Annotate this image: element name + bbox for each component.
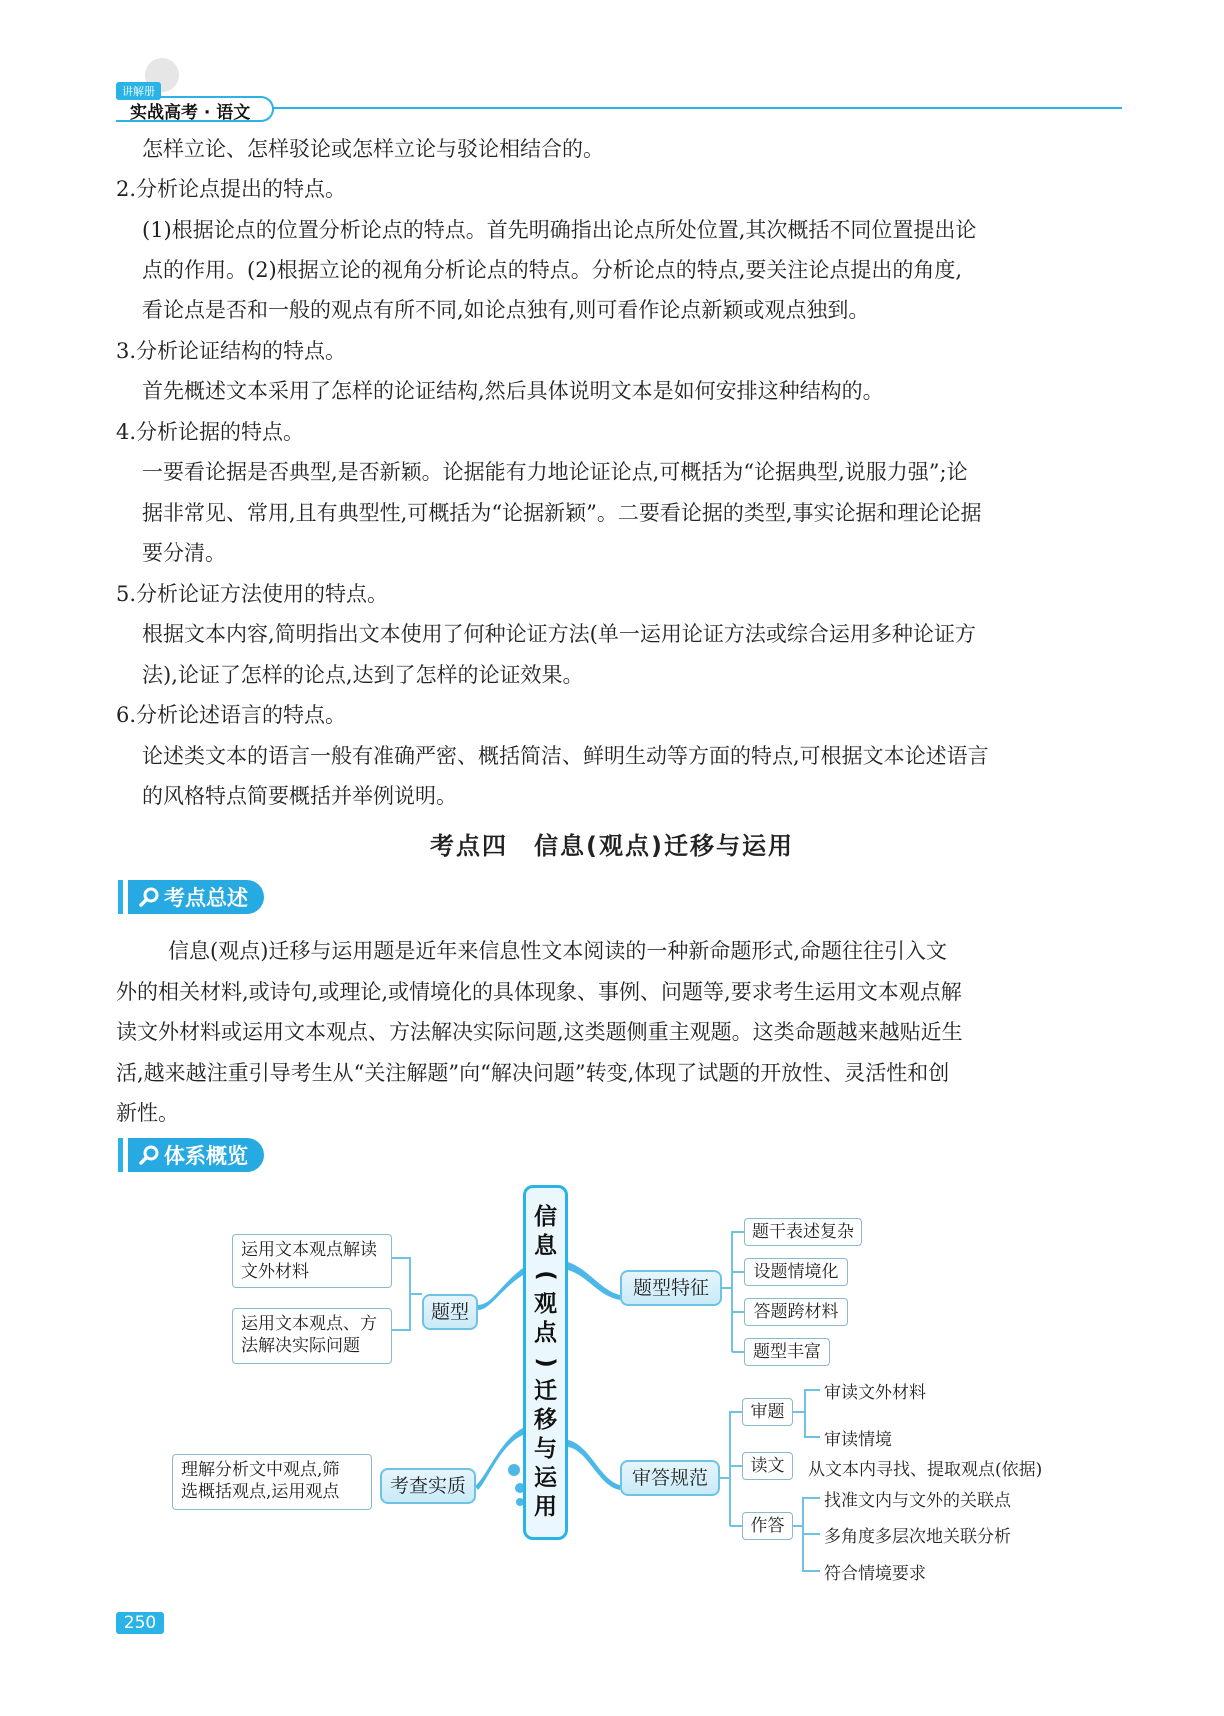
paragraph-line: 要分清。 bbox=[142, 541, 226, 565]
paragraph-line: 根据文本内容,简明指出文本使用了何种论证方法(单一运用论证方法或综合运用多种论证方 bbox=[142, 622, 976, 646]
paragraph-line: 怎样立论、怎样驳论或怎样立论与驳论相结合的。 bbox=[142, 137, 604, 161]
rule-leaf: 审读情境 bbox=[824, 1430, 892, 1450]
box-line: 法解决实际问题 bbox=[241, 1336, 360, 1356]
center-char: 息 bbox=[534, 1233, 557, 1259]
overview-line: 活,越来越注重引导考生从“关注解题”向“解决问题”转变,体现了试题的开放性、灵活性和创 bbox=[116, 1061, 950, 1085]
node-features: 题型特征 bbox=[620, 1270, 722, 1306]
node-essence: 考查实质 bbox=[380, 1468, 476, 1504]
paragraph-line: 首先概述文本采用了怎样的论证结构,然后具体说明文本是如何安排这种结构的。 bbox=[142, 379, 884, 403]
feature-item: 题干表述复杂 bbox=[744, 1218, 862, 1246]
list-heading: 4.分析论据的特点。 bbox=[116, 420, 305, 444]
paragraph-line: (1)根据论点的位置分析论点的特点。首先明确指出论点所处位置,其次概括不同位置提出论 bbox=[142, 218, 977, 242]
rule-leaf: 多角度多层次地关联分析 bbox=[824, 1527, 1011, 1547]
rule-answer: 作答 bbox=[742, 1512, 793, 1540]
center-char: 移 bbox=[534, 1407, 557, 1433]
center-char: ) bbox=[532, 1357, 559, 1368]
rule-leaf: 从文本内寻找、提取观点(依据) bbox=[808, 1460, 1043, 1480]
node-question-type: 题型 bbox=[422, 1294, 478, 1330]
center-char: 运 bbox=[534, 1465, 557, 1491]
overview-line: 新性。 bbox=[116, 1101, 179, 1125]
list-heading: 5.分析论证方法使用的特点。 bbox=[116, 582, 389, 606]
overview-line: 外的相关材料,或诗句,或理论,或情境化的具体现象、事例、问题等,要求考生运用文本观点解 bbox=[116, 980, 962, 1004]
header-title: 实战高考 · 语文 bbox=[130, 103, 251, 123]
center-char: 用 bbox=[534, 1494, 557, 1520]
rule-leaf: 符合情境要求 bbox=[824, 1564, 926, 1584]
center-char: 迁 bbox=[534, 1378, 557, 1404]
paragraph-line: 的风格特点简要概括并举例说明。 bbox=[142, 784, 457, 808]
list-heading: 3.分析论证结构的特点。 bbox=[116, 339, 347, 363]
essence-item-box bbox=[172, 1454, 372, 1510]
paragraph-line: 看论点是否和一般的观点有所不同,如论点独有,则可看作论点新颖或观点独到。 bbox=[142, 298, 870, 322]
center-char: ( bbox=[532, 1270, 559, 1281]
center-topic bbox=[523, 1185, 568, 1540]
section-title: 考点四 信息(观点)迁移与运用 bbox=[430, 832, 794, 860]
center-char: 观 bbox=[534, 1291, 557, 1317]
rule-read-text: 读文 bbox=[742, 1452, 793, 1480]
overview-line: 读文外材料或运用文本观点、方法解决实际问题,这类题侧重主观题。这类命题越来越贴近生 bbox=[116, 1020, 963, 1044]
badge-label: 体系概览 bbox=[164, 1144, 248, 1168]
paragraph-line: 据非常见、常用,且有典型性,可概括为“论据新颖”。二要看论据的类型,事实论据和理论论据 bbox=[142, 501, 982, 525]
node-rules: 审答规范 bbox=[620, 1460, 720, 1496]
paragraph-line: 法),论证了怎样的论点,达到了怎样的论证效果。 bbox=[142, 663, 584, 687]
center-char: 点 bbox=[534, 1320, 557, 1346]
box-line: 文外材料 bbox=[241, 1262, 309, 1282]
overview-line: 信息(观点)迁移与运用题是近年来信息性文本阅读的一种新命题形式,命题往往引入文 bbox=[168, 939, 948, 963]
header-tag: 讲解册 bbox=[116, 82, 161, 100]
page-number: 250 bbox=[116, 1612, 164, 1634]
box-line: 理解分析文中观点,筛 bbox=[181, 1460, 340, 1480]
box-line: 运用文本观点、方 bbox=[241, 1314, 377, 1334]
rule-leaf: 找准文内与文外的关联点 bbox=[824, 1491, 1011, 1511]
center-char: 与 bbox=[534, 1436, 557, 1462]
list-heading: 2.分析论点提出的特点。 bbox=[116, 177, 347, 201]
type-item-box bbox=[232, 1308, 392, 1364]
type-item-box bbox=[232, 1234, 392, 1288]
badge-label: 考点总述 bbox=[164, 886, 248, 910]
rule-leaf: 审读文外材料 bbox=[824, 1383, 926, 1403]
paragraph-line: 一要看论据是否典型,是否新颖。论据能有力地论证论点,可概括为“论据典型,说服力强”;论 bbox=[142, 460, 968, 484]
list-heading: 6.分析论述语言的特点。 bbox=[116, 703, 347, 727]
feature-item: 设题情境化 bbox=[744, 1258, 848, 1286]
paragraph-line: 点的作用。(2)根据立论的视角分析论点的特点。分析论点的特点,要关注论点提出的角度, bbox=[142, 258, 963, 282]
paragraph-line: 论述类文本的语言一般有准确严密、概括简洁、鲜明生动等方面的特点,可根据文本论述语言 bbox=[142, 744, 989, 768]
feature-item: 题型丰富 bbox=[744, 1338, 830, 1366]
box-line: 选概括观点,运用观点 bbox=[181, 1482, 340, 1502]
rule-review-question: 审题 bbox=[742, 1398, 793, 1426]
center-char: 信 bbox=[534, 1204, 557, 1230]
feature-item: 答题跨材料 bbox=[744, 1298, 848, 1326]
box-line: 运用文本观点解读 bbox=[241, 1240, 377, 1260]
